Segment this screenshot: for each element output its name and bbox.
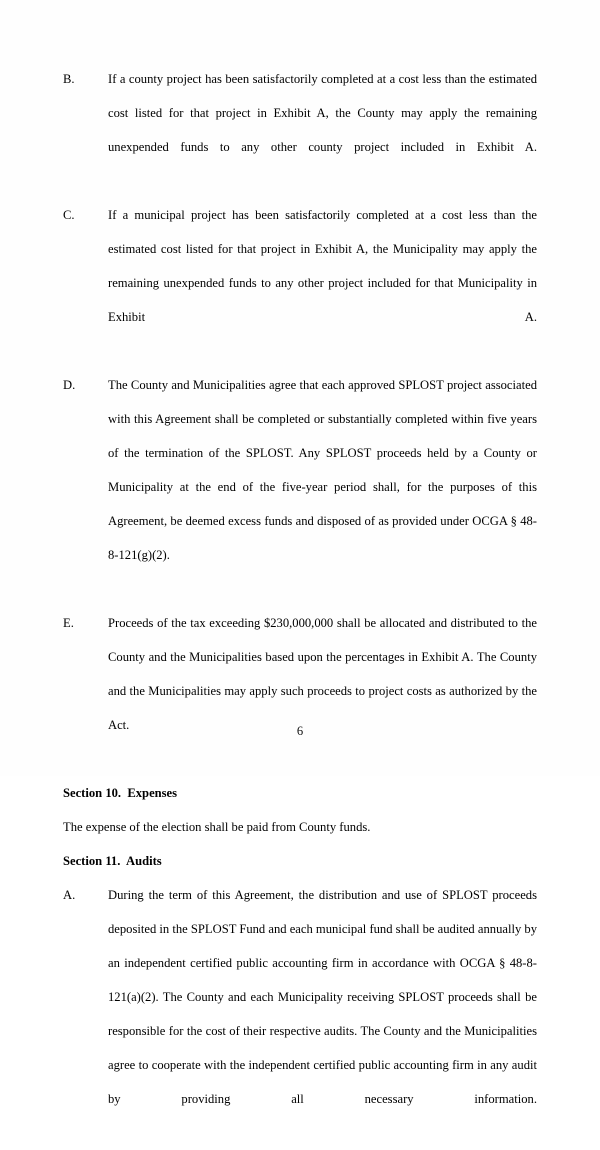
- clause-item: [63, 878, 537, 1150]
- clause-label: C.: [63, 208, 75, 222]
- body-paragraph: The expense of the election shall be paid from County funds.: [63, 820, 371, 834]
- clause-text: If a municipal project has been satisfactorily completed at a cost less than the estimated cost listed for that project in Exhibit A, the Municipality may apply the remaining unexpended funds to any other project included for that Municipality in Exhibit A.: [108, 208, 537, 324]
- clause-label: D.: [63, 378, 76, 392]
- clause-item: [63, 606, 537, 776]
- clause-label: A.: [63, 888, 76, 902]
- clause-item: [63, 368, 537, 606]
- clause-item: [63, 198, 537, 368]
- clause-text: The County and Municipalities agree that each approved SPLOST project associated with this Agreement shall be completed or substantially completed within five years of the termination of the SPLOST. Any SPLOST proceeds held by a County or Municipality at the end of the five-year period shall, for the purposes of this Agreement, be deemed excess funds and disposed of as provided under OCGA § 48-8-121(g)(2).: [108, 378, 537, 562]
- clause-item: [63, 62, 537, 198]
- clause-text: If a county project has been satisfactorily completed at a cost less than the estimated cost listed for that project in Exhibit A, the County may apply the remaining unexpended funds to any other county project included in Exhibit A.: [108, 72, 537, 154]
- document-body: [63, 62, 537, 1150]
- page-number: 6: [296, 724, 304, 738]
- clause-label: B.: [63, 72, 75, 86]
- clause-text: During the term of this Agreement, the distribution and use of SPLOST proceeds deposited in the SPLOST Fund and each municipal fund shall be audited annually by an independent certified public accounting firm in accordance with OCGA § 48-8-121(a)(2). The County and each Municipality receiving SPLOST proceeds shall be responsible for the cost of their respective audits. The County and the Municipalities agree to cooperate with the independent certified public accounting firm in any audit by providing all necessary information.: [108, 888, 537, 1106]
- clause-text: Proceeds of the tax exceeding $230,000,000 shall be allocated and distributed to the County and the Municipalities based upon the percentages in Exhibit A. The County and the Municipalities may apply such proceeds to project costs as authorized by the Act.: [108, 616, 537, 732]
- clause-label: E.: [63, 616, 74, 630]
- section-heading: Section 10. Expenses: [63, 786, 178, 800]
- section-heading: Section 11. Audits: [63, 854, 162, 868]
